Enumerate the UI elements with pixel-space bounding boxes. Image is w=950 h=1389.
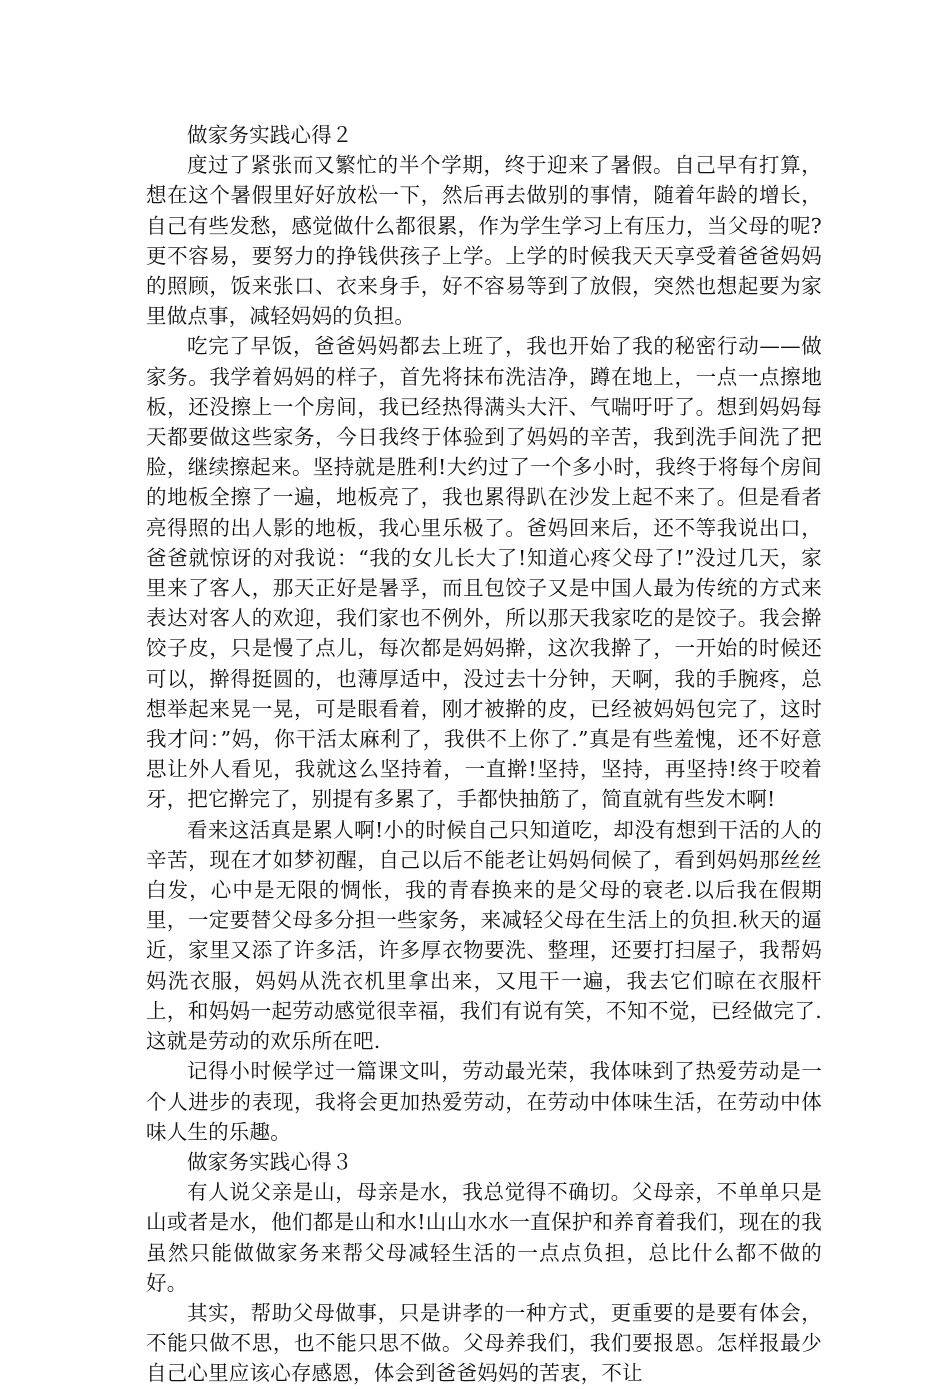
paragraph: 其实，帮助父母做事，只是讲孝的一种方式，更重要的是要有体会，不能只做不思，也不能只思不做。父母养我们，我们要报恩。怎样报最少自己心里应该心存感恩，体会到爸爸妈妈的苦衷，不让 [146, 1300, 822, 1386]
paragraph: 记得小时候学过一篇课文叫，劳动最光荣，我体味到了热爱劳动是一个人进步的表现，我将会更加热爱劳动，在劳动中体味生活，在劳动中体味人生的乐趣。 [146, 1059, 822, 1144]
document-page [146, 120, 822, 1389]
section-heading-2: 做家务实践心得２ [187, 123, 353, 147]
paragraph: 度过了紧张而又繁忙的半个学期，终于迎来了暑假。自己早有打算，想在这个暑假里好好放松一下，然后再去做别的事情，随着年龄的增长，自己有些发愁，感觉做什么都很累，作为学生学习上有压力，当父母的呢?更不容易，要努力的挣钱供孩子上学。上学的时候我天天享受着爸爸妈妈的照顾，饭来张口、衣来身手，好不容易等到了放假，突然也想起要为家里做点事，减轻妈妈的负担。 [146, 153, 822, 329]
paragraph: 看来这活真是累人啊!小的时候自己只知道吃，却没有想到干活的人的辛苦，现在才如梦初醒，自己以后不能老让妈妈伺候了，看到妈妈那丝丝白发，心中是无限的惆怅，我的青春换来的是父母的衰老.以后我在假期里，一定要替父母多分担一些家务，来减轻父母在生活上的负担.秋天的逼近，家里又添了许多活，许多厚衣物要洗、整理，还要打扫屋子，我帮妈妈洗衣服，妈妈从洗衣机里拿出来，又甩干一遍，我去它们晾在衣服杆上，和妈妈一起劳动感觉很幸福，我们有说有笑，不知不觉，已经做完了.这就是劳动的欢乐所在吧. [146, 817, 822, 1054]
section-heading-3: 做家务实践心得３ [187, 1149, 353, 1174]
paragraph: 吃完了早饭，爸爸妈妈都去上班了，我也开始了我的秘密行动——做家务。我学着妈妈的样子，首先将抹布洗洁净，蹲在地上，一点一点擦地板，还没擦上一个房间，我已经热得满头大汗、气喘吁吁了。想到妈妈每天都要做这些家务，今日我终于体验到了妈妈的辛苦，我到洗手间洗了把脸，继续擦起来。坚持就是胜利!大约过了一个多小时，我终于将每个房间的地板全擦了一遍，地板亮了，我也累得趴在沙发上起不来了。但是看者亮得照的出人影的地板，我心里乐极了。爸妈回来后，还不等我说出口，爸爸就惊讶的对我说：“我的女儿长大了!知道心疼父母了!”没过几天，家里来了客人，那天正好是暑孚，而且包饺子又是中国人最为传统的方式来表达对客人的欢迎，我们家也不例外，所以那天我家吃的是饺子。我会擀饺子皮，只是慢了点儿，每次都是妈妈擀，这次我擀了，一开始的时候还可以，擀得挺圆的，也薄厚适中，没过去十分钟，天啊，我的手腕疼，总想举起来晃一晃，可是眼看着，刚才被擀的皮，已经被妈妈包完了，这时我才问：”妈，你干活太麻利了，我供不上你了.”真是有些羞愧，还不好意思让外人看见，我就这么坚持着，一直擀!坚持，坚持，再坚持!终于咬着牙，把它擀完了，别提有多累了，手都快抽筋了，简直就有些发木啊! [146, 334, 822, 812]
paragraph: 有人说父亲是山，母亲是水，我总觉得不确切。父母亲，不单单只是山或者是水，他们都是山和水!山山水水一直保护和养育着我们，现在的我虽然只能做做家务来帮父母减轻生活的一点点负担，总比什么都不做的好。 [146, 1180, 822, 1295]
